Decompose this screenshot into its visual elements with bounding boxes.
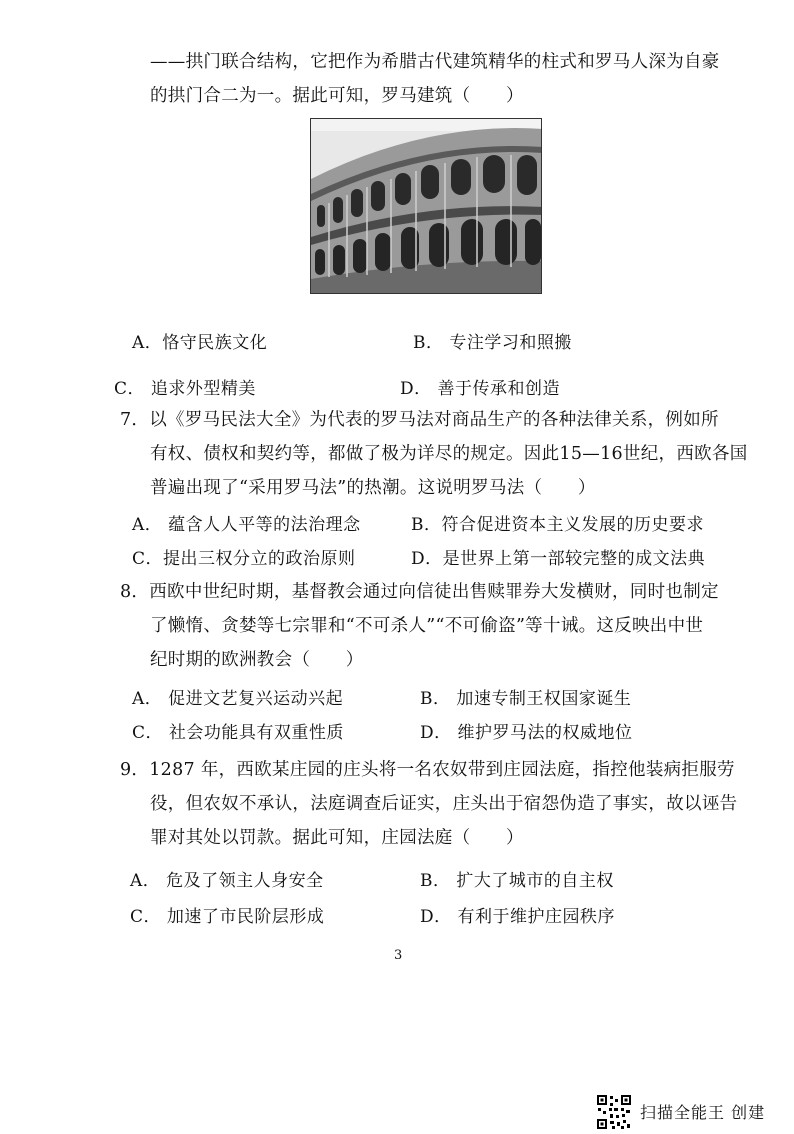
qr-code-icon [596, 1094, 632, 1130]
q8-option-b[interactable]: B． 加速专制王权国家诞生 [420, 689, 632, 709]
q7-stem-line-3: 普遍出现了“采用罗马法”的热潮。这说明罗马法（ ） [150, 478, 596, 498]
q6-option-b[interactable]: B． 专注学习和照搬 [413, 333, 572, 353]
q8-stem-line-1: 8．西欧中世纪时期，基督教会通过向信徒出售赎罪券大发横财，同时也制定 [120, 582, 719, 602]
q9-option-c[interactable]: C． 加速了市民阶层形成 [130, 907, 325, 927]
q9-option-d[interactable]: D． 有利于维护庄园秩序 [420, 907, 616, 927]
q7-option-a[interactable]: A． 蕴含人人平等的法治理念 [132, 515, 361, 535]
q6-option-a[interactable]: A．恪守民族文化 [132, 333, 268, 353]
q6-option-d[interactable]: D． 善于传承和创造 [400, 379, 561, 399]
q7-stem-line-1: 7．以《罗马民法大全》为代表的罗马法对商品生产的各种法律关系，例如所 [120, 410, 719, 430]
q9-stem-line-2: 役，但农奴不承认，法庭调查后证实，庄头出于宿怨伪造了事实，故以诬告 [150, 794, 738, 814]
q6-stem-line-2: 的拱门合二为一。据此可知，罗马建筑（ ） [150, 86, 524, 106]
q8-stem-line-3: 纪时期的欧洲教会（ ） [150, 650, 364, 670]
q7-option-d[interactable]: D．是世界上第一部较完整的成文法典 [411, 549, 706, 569]
q7-option-c[interactable]: C．提出三权分立的政治原则 [132, 549, 356, 569]
q8-option-d[interactable]: D． 维护罗马法的权威地位 [420, 723, 633, 743]
q9-option-b[interactable]: B． 扩大了城市的自主权 [420, 871, 614, 891]
q9-stem-line-1: 9．1287 年，西欧某庄园的庄头将一名农奴带到庄园法庭，指控他装病拒服劳 [120, 760, 735, 780]
q7-option-b[interactable]: B．符合促进资本主义发展的历史要求 [411, 515, 704, 535]
q6-stem-line-1: ——拱门联合结构，它把作为希腊古代建筑精华的柱式和罗马人深为自豪 [150, 52, 720, 72]
q6-option-c[interactable]: C． 追求外型精美 [114, 379, 256, 399]
q9-option-a[interactable]: A． 危及了领主人身安全 [130, 871, 324, 891]
scanner-brand-watermark: 扫描全能王 创建 [640, 1103, 766, 1122]
page-number: 3 [394, 948, 403, 963]
q8-stem-line-2: 了懒惰、贪婪等七宗罪和“不可杀人”“不可偷盗”等十诫。这反映出中世 [150, 616, 704, 636]
q8-option-a[interactable]: A． 促进文艺复兴运动兴起 [132, 689, 344, 709]
colosseum-image [310, 118, 542, 294]
q8-option-c[interactable]: C． 社会功能具有双重性质 [132, 723, 344, 743]
q9-stem-line-3: 罪对其处以罚款。据此可知，庄园法庭（ ） [150, 828, 524, 848]
colosseum-photo-icon [311, 119, 542, 294]
q7-stem-line-2: 有权、债权和契约等，都做了极为详尽的规定。因此15—16世纪，西欧各国 [150, 444, 748, 464]
